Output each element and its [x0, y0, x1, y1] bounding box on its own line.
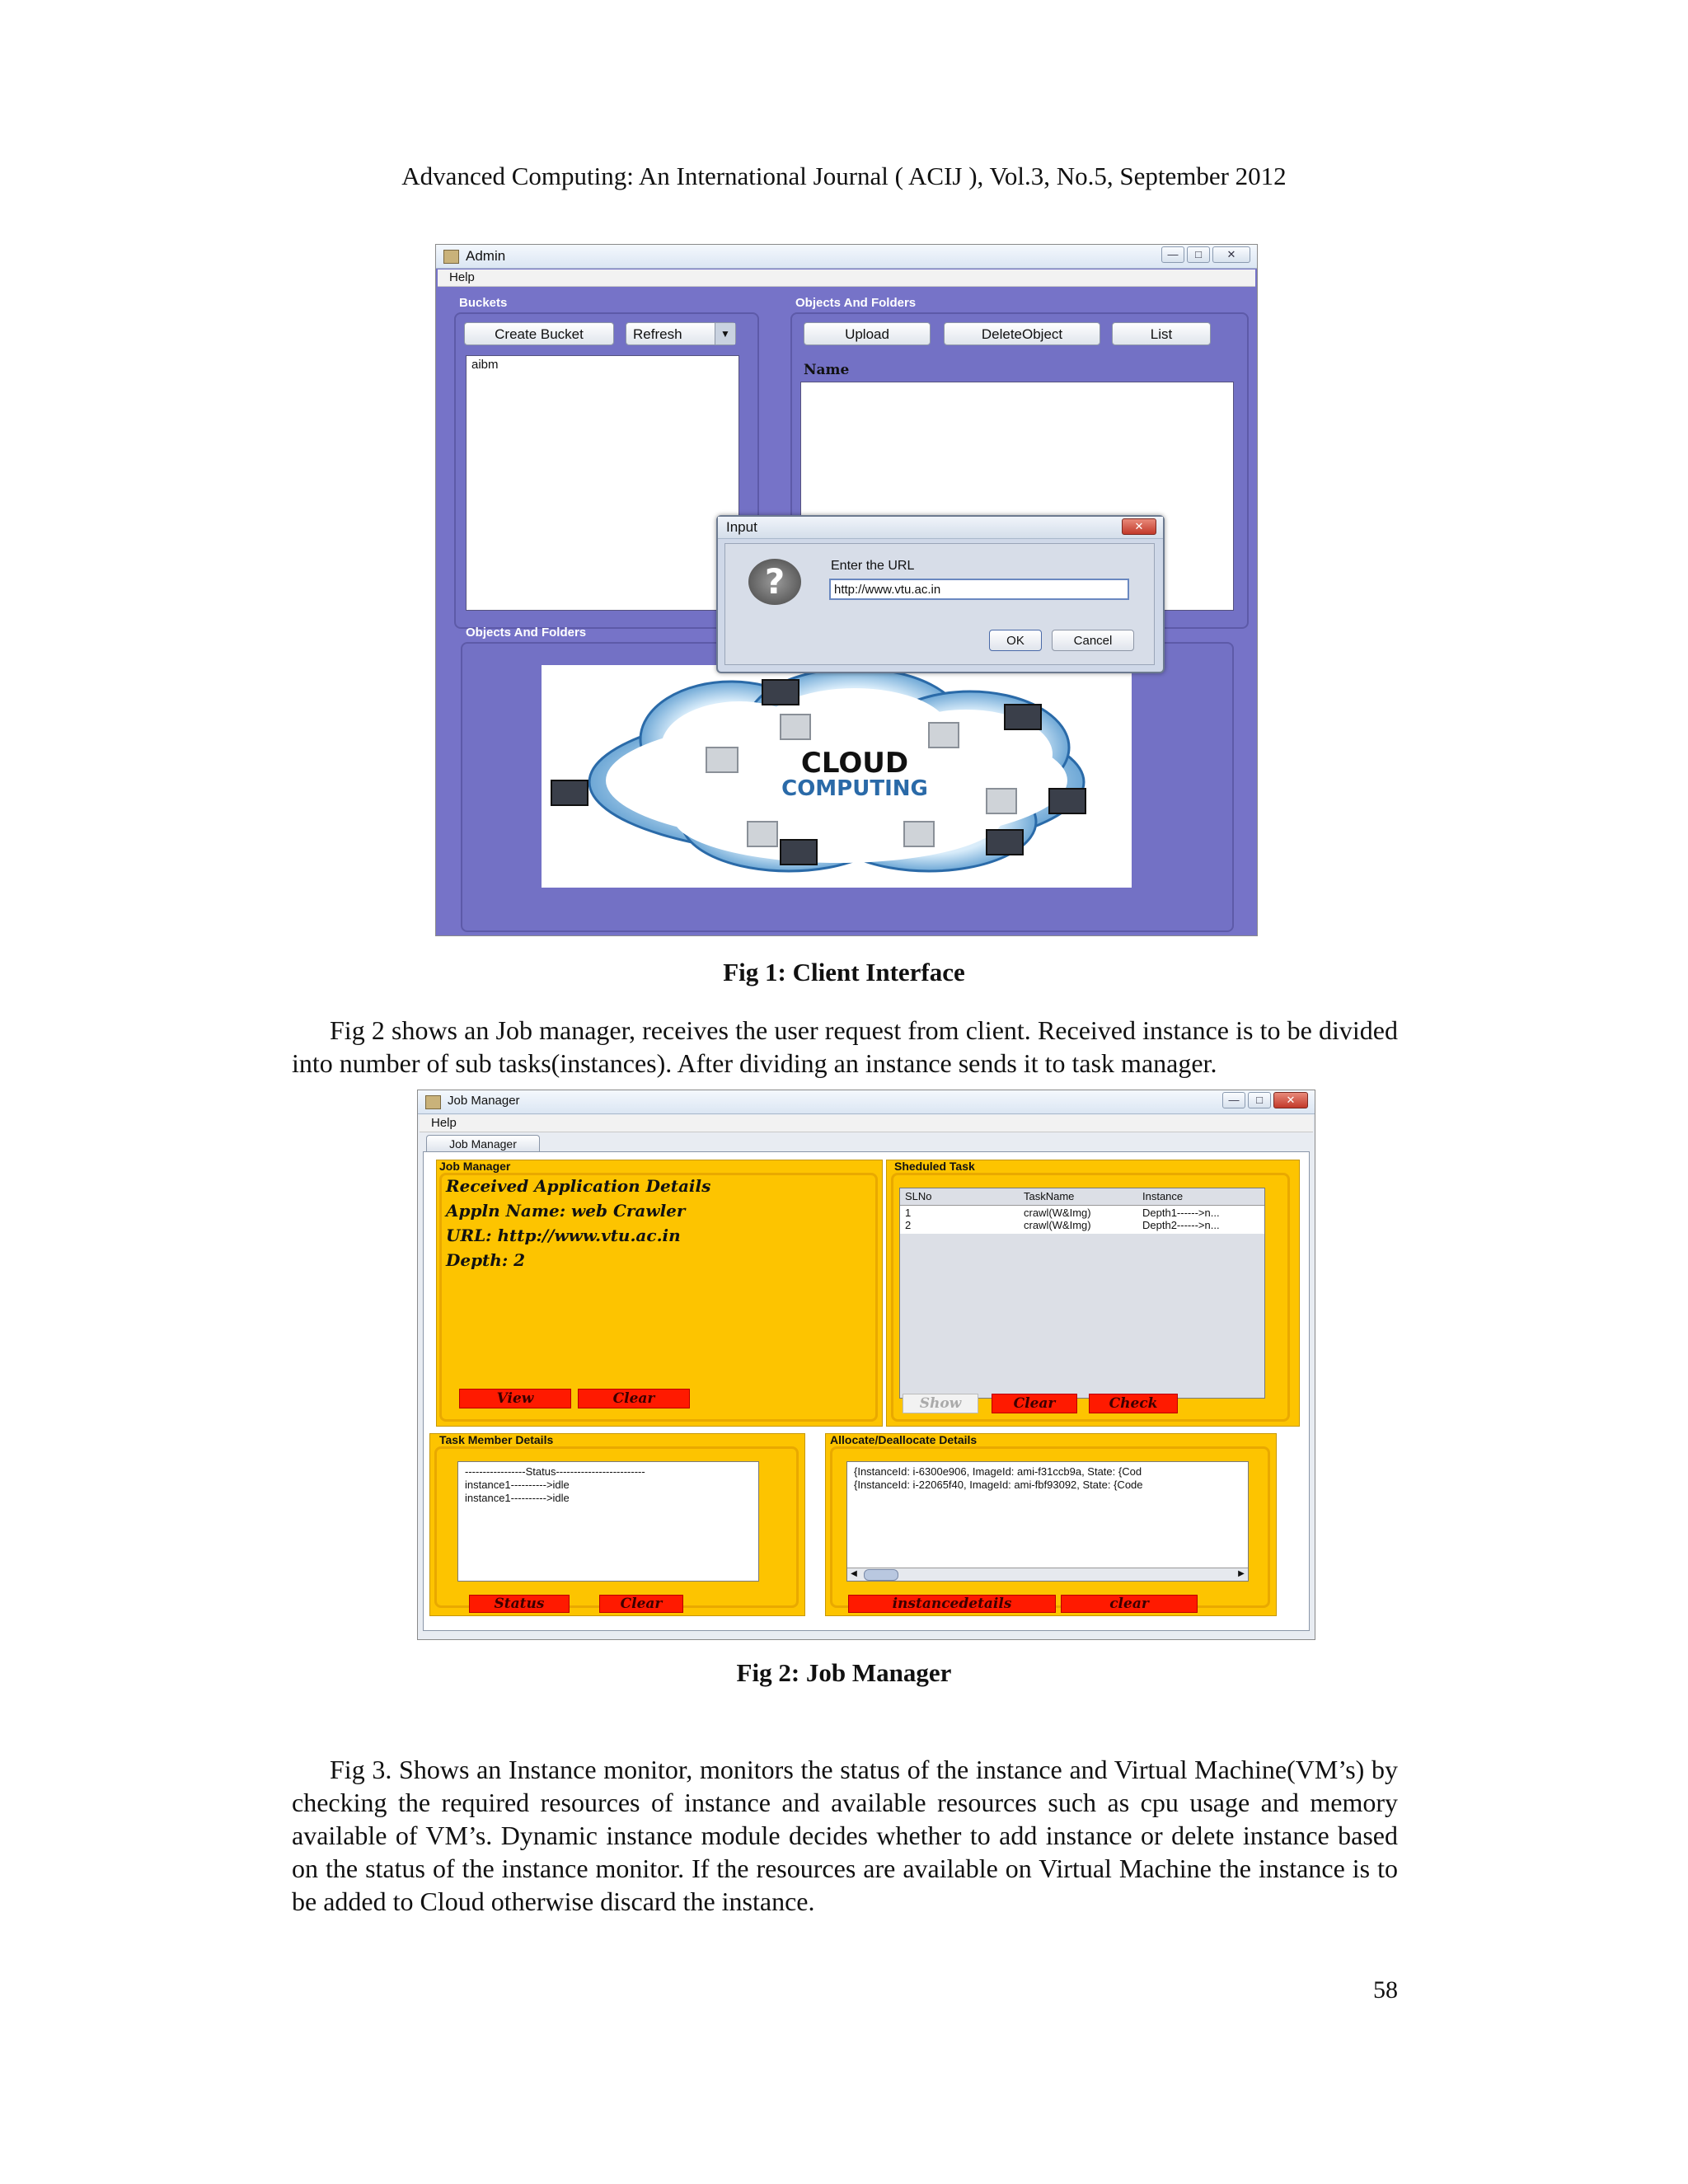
fig1-caption: Fig 1: Client Interface — [723, 958, 965, 987]
scroll-left-icon[interactable]: ◀ — [851, 1569, 857, 1578]
table-row-2-instance[interactable]: Depth2------>n... — [1142, 1219, 1220, 1231]
list-button[interactable]: List — [1112, 322, 1211, 345]
task-member-textarea[interactable] — [457, 1461, 759, 1582]
task-member-line-3: instance1---------->idle — [465, 1492, 570, 1504]
upload-button[interactable]: Upload — [804, 322, 931, 345]
sheduled-task-title: Sheduled Task — [894, 1160, 975, 1173]
objects-title: Objects And Folders — [795, 296, 917, 310]
allocate-line-2: {InstanceId: i-22065f40, ImageId: ami-fbf93092, State: {Code — [854, 1479, 1143, 1491]
close-icon[interactable]: ✕ — [1273, 1092, 1308, 1108]
question-icon: ? — [748, 559, 801, 605]
allocate-title: Allocate/Deallocate Details — [830, 1433, 978, 1446]
cloud-illustration — [542, 665, 1132, 888]
scroll-right-icon[interactable]: ▶ — [1238, 1569, 1245, 1578]
table-row-1-instance[interactable]: Depth1------>n... — [1142, 1207, 1220, 1219]
name-column-header: Name — [800, 357, 1240, 378]
show-button[interactable]: Show — [903, 1394, 978, 1413]
input-dialog-body — [724, 543, 1155, 665]
view-button[interactable]: View — [459, 1389, 571, 1408]
table-header-taskname[interactable]: TaskName — [1024, 1190, 1075, 1202]
task-member-title: Task Member Details — [439, 1433, 554, 1446]
refresh-dropdown[interactable] — [626, 322, 736, 345]
objects-lower-title: Objects And Folders — [466, 626, 587, 640]
table-header-slno[interactable]: SLNo — [905, 1190, 932, 1202]
url-prompt-label: Enter the URL — [831, 559, 915, 573]
admin-window — [435, 244, 1258, 936]
table-row-2-slno[interactable]: 2 — [905, 1219, 912, 1231]
delete-object-button[interactable]: DeleteObject — [944, 322, 1100, 345]
admin-menu-help[interactable]: Help — [438, 269, 1255, 287]
ok-button[interactable]: OK — [989, 630, 1042, 651]
admin-window-title: Admin — [466, 248, 506, 264]
clear-task-button[interactable]: Clear — [992, 1394, 1077, 1413]
paragraph-fig2-intro: Fig 2 shows an Job manager, receives the user request from client. Received instance is to be divided into number of sub tasks(instances). After dividing an instance sends it to task manager. — [292, 1015, 1398, 1078]
buckets-title: Buckets — [459, 296, 508, 310]
clear-allocate-button[interactable]: clear — [1061, 1595, 1198, 1613]
appln-name: Appln Name: web Crawler — [446, 1201, 686, 1221]
tab-job-manager[interactable]: Job Manager — [426, 1135, 540, 1152]
cancel-button[interactable]: Cancel — [1052, 630, 1134, 651]
minimize-icon[interactable]: — — [1161, 246, 1184, 263]
cloud-text-line1: CLOUD — [800, 747, 909, 780]
chevron-down-icon: ▼ — [715, 323, 735, 344]
minimize-icon[interactable]: — — [1222, 1092, 1245, 1108]
horizontal-scrollbar[interactable] — [847, 1568, 1248, 1582]
maximize-icon[interactable]: □ — [1187, 246, 1210, 263]
java-app-icon — [425, 1095, 441, 1109]
job-manager-window — [417, 1090, 1315, 1640]
input-dialog — [716, 515, 1165, 673]
create-bucket-button[interactable]: Create Bucket — [464, 322, 614, 345]
refresh-label: Refresh — [633, 326, 682, 342]
cloud-text-line2: COMPUTING — [781, 776, 928, 801]
table-row-2-taskname[interactable]: crawl(W&Img) — [1024, 1219, 1091, 1231]
url-input[interactable]: http://www.vtu.ac.in — [829, 579, 1129, 600]
task-member-line-2: instance1---------->idle — [465, 1479, 570, 1491]
bucket-list-item[interactable]: aibm — [471, 358, 499, 372]
input-dialog-titlebar — [718, 517, 1163, 539]
clear-received-button[interactable]: Clear — [578, 1389, 690, 1408]
allocate-line-1: {InstanceId: i-6300e906, ImageId: ami-f31ccb9a, State: {Cod — [854, 1465, 1142, 1478]
url-text: URL: http://www.vtu.ac.in — [446, 1226, 681, 1245]
scroll-thumb[interactable] — [864, 1569, 898, 1581]
task-member-line-1: -----------------Status------------------------- — [465, 1465, 645, 1478]
close-icon[interactable]: ✕ — [1212, 246, 1250, 263]
page-number: 58 — [1373, 1976, 1398, 2004]
maximize-icon[interactable]: □ — [1248, 1092, 1271, 1108]
clear-status-button[interactable]: Clear — [599, 1595, 683, 1613]
input-dialog-title: Input — [726, 519, 757, 535]
bucket-list[interactable] — [466, 355, 739, 611]
depth-text: Depth: 2 — [446, 1250, 526, 1270]
jm-titlebar — [418, 1090, 1315, 1114]
running-header: Advanced Computing: An International Journal ( ACIJ ), Vol.3, No.5, September 2012 — [401, 162, 1287, 190]
table-header-instance[interactable]: Instance — [1142, 1190, 1184, 1202]
dialog-close-icon[interactable]: ✕ — [1122, 518, 1156, 535]
allocate-textarea[interactable] — [846, 1461, 1249, 1582]
admin-titlebar — [436, 245, 1257, 269]
jm-window-title: Job Manager — [448, 1094, 520, 1108]
jm-menu-help[interactable]: Help — [420, 1115, 1313, 1132]
check-button[interactable]: Check — [1089, 1394, 1178, 1413]
cloud-computing-image — [542, 665, 1132, 888]
received-heading: Received Application Details — [446, 1176, 711, 1196]
table-row-1-slno[interactable]: 1 — [905, 1207, 912, 1219]
java-app-icon — [443, 250, 459, 264]
table-row-1-taskname[interactable]: crawl(W&Img) — [1024, 1207, 1091, 1219]
fig2-caption: Fig 2: Job Manager — [736, 1658, 952, 1687]
jm-panel-title: Job Manager — [439, 1160, 511, 1173]
instance-details-button[interactable]: instancedetails — [848, 1595, 1056, 1613]
sheduled-task-table[interactable] — [899, 1188, 1265, 1399]
status-button[interactable]: Status — [469, 1595, 570, 1613]
paragraph-fig3-intro: Fig 3. Shows an Instance monitor, monitors the status of the instance and Virtual Machine(VM’s) by checking the required resources of instance and available resources such as cpu usage and memory available of VM’s. Dynamic instance module decides whether to add instance or delete instance based on the status of the instance monitor. If the resources are available on Virtual Machine the instance is to be added to Cloud otherwise discard the instance. — [292, 1755, 1398, 1916]
